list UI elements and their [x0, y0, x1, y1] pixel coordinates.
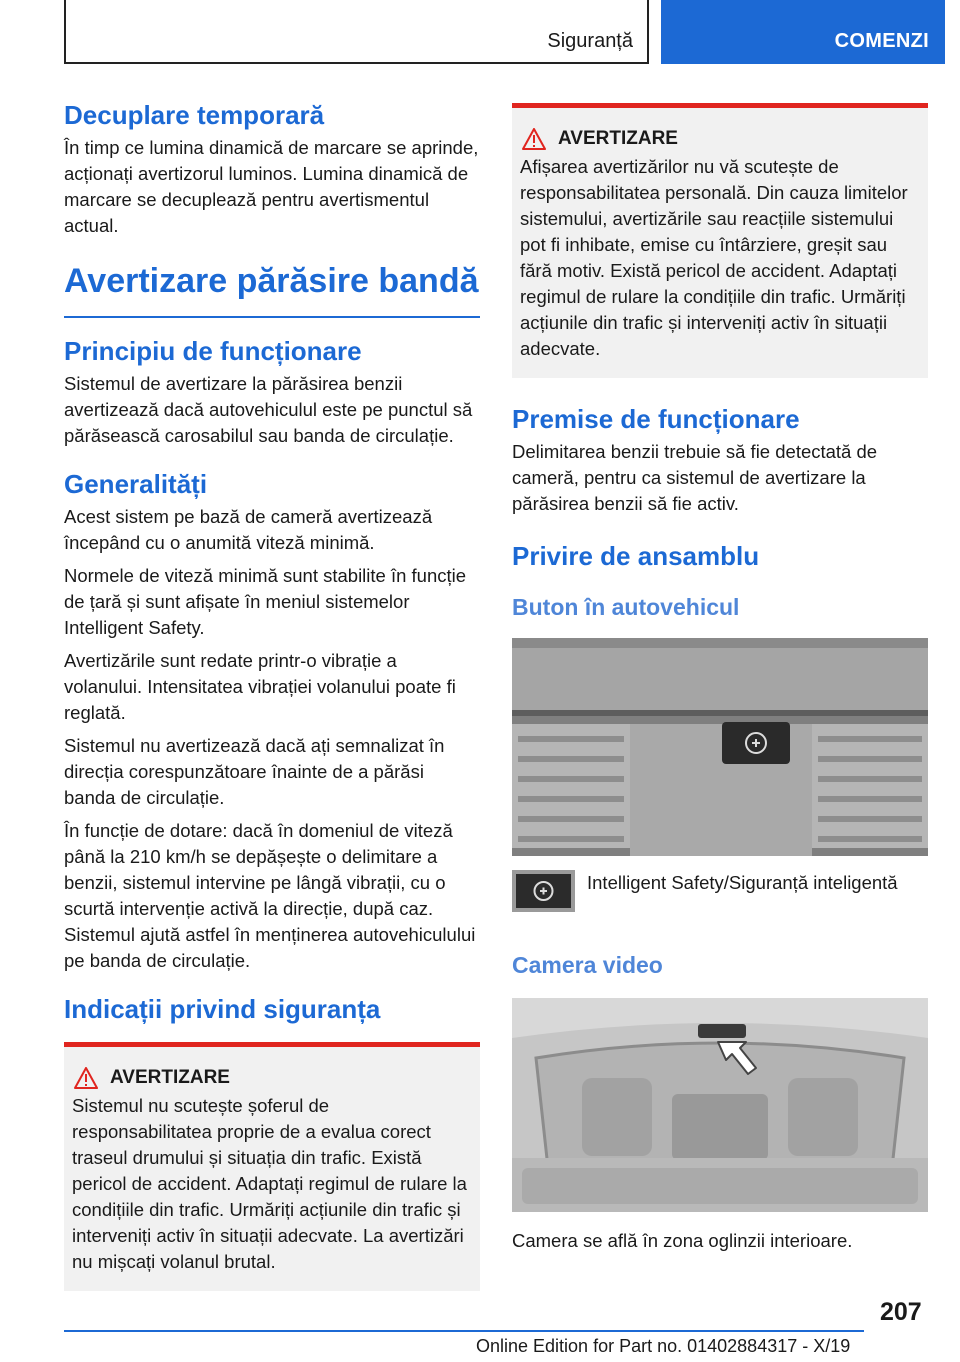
privire-heading: Privire de ansamblu [512, 541, 760, 572]
button-photo [512, 638, 928, 856]
generalitati-heading: Generalități [64, 469, 208, 500]
camera-heading: Camera video [512, 951, 663, 978]
camera-photo [512, 998, 928, 1212]
warning-title [72, 1067, 472, 1089]
camera-caption: Camera se află în zona oglinzii interioare. [512, 1229, 853, 1251]
decuplare-text: În timp ce lumina dinamică de marcare se aprinde, acționați avertizorul luminos. Lumina dinamică de marcare se decuplează pentru avertismentul actual. [64, 137, 479, 237]
warning-title [520, 128, 920, 150]
generalitati-paragraph: În funcție de dotare: dacă în domeniul de viteză până la 210 km/h se depășește o delimitare a benzii, sistemul intervine pe lângă vibrații, cu o scurtă intervenție activă la direcție, după caz. Sistemul ajută astfel în menținerea autovehiculului pe banda de circulație. [64, 820, 476, 972]
footer-rule [64, 1330, 864, 1332]
intelligent-safety-button-icon [512, 870, 575, 912]
warning-box-right [512, 103, 928, 378]
principiu-text: Sistemul de avertizare la părăsirea benzii avertizează dacă autovehiculul este pe punctul să părăsească carosabilul sau banda de circulație. [64, 373, 473, 447]
principiu-heading: Principiu de funcționare [64, 335, 362, 366]
generalitati-paragraph: Avertizările sunt redate printr-o vibrație a volanului. Intensitatea vibrației volanului poate fi reglată. [64, 650, 456, 724]
warning-box-left [64, 1042, 480, 1291]
indicatii-heading: Indicații privind siguranța [64, 994, 381, 1025]
footer-edition-text: Online Edition for Part no. 01402884317 - X/19 [476, 1336, 851, 1356]
premise-heading: Premise de funcționare [512, 404, 800, 434]
warning-label: AVERTIZARE [558, 128, 678, 149]
warning-triangle-icon [522, 128, 546, 150]
decuplare-heading: Decuplare temporară [64, 100, 325, 130]
buton-heading: Buton în autovehicul [512, 594, 740, 621]
right-column [512, 103, 928, 1261]
page-number: 207 [880, 1298, 922, 1326]
warning-label: AVERTIZARE [110, 1066, 230, 1088]
generalitati-paragraph: Normele de viteză minimă sunt stabilite în funcție de țară și sunt afișate în meniul sistemelor Intelligent Safety. [64, 565, 467, 639]
header-section-box [64, 0, 649, 64]
button-legend-row [512, 870, 928, 912]
generalitati-paragraph: Acest sistem pe bază de cameră avertizează începând cu o anumită viteză minimă. [64, 506, 433, 554]
left-column [64, 100, 480, 1291]
generalitati-paragraph: Sistemul nu avertizează dacă ați semnalizat în direcția corespunzătoare înainte de a părăsi banda de circulație. [64, 735, 445, 809]
button-caption: Intelligent Safety/Siguranță inteligentă [587, 871, 898, 893]
warning-triangle-icon [74, 1067, 98, 1089]
header-chapter-label: COMENZI [834, 30, 929, 52]
warning-text: Sistemul nu scutește șoferul de responsabilitatea proprie de a evalua corect traseul drumului și situația din trafic. Există pericol de accident. Adaptați regimul de rulare la condițiile din trafic. Urmăriți acțiunile din trafic și interveniți activ în situații adecvate. La avertizări nu mișcați volanul brutal. [72, 1094, 467, 1272]
header-section-label: Siguranță [547, 30, 633, 52]
premise-text: Delimitarea benzii trebuie să fie detectată de cameră, pentru ca sistemul de avertizare la părăsirea benzii să fie activ. [512, 441, 878, 515]
warning-text: Afișarea avertizărilor nu vă scutește de responsabilitatea personală. Din cauza limitelor sistemului, avertizările sau reacțiile sistemului pot fi inhibate, emise cu întârziere, greșit sau fără motiv. Există pericol de accident. Adaptați regimul de rulare la condițiile din trafic. Urmăriți acțiunile din trafic și interveniți activ în situații adecvate. [520, 156, 908, 359]
chapter-rule [64, 316, 480, 318]
header-chapter-tab [661, 0, 945, 64]
chapter-heading: Avertizare părăsire bandă [64, 262, 479, 301]
